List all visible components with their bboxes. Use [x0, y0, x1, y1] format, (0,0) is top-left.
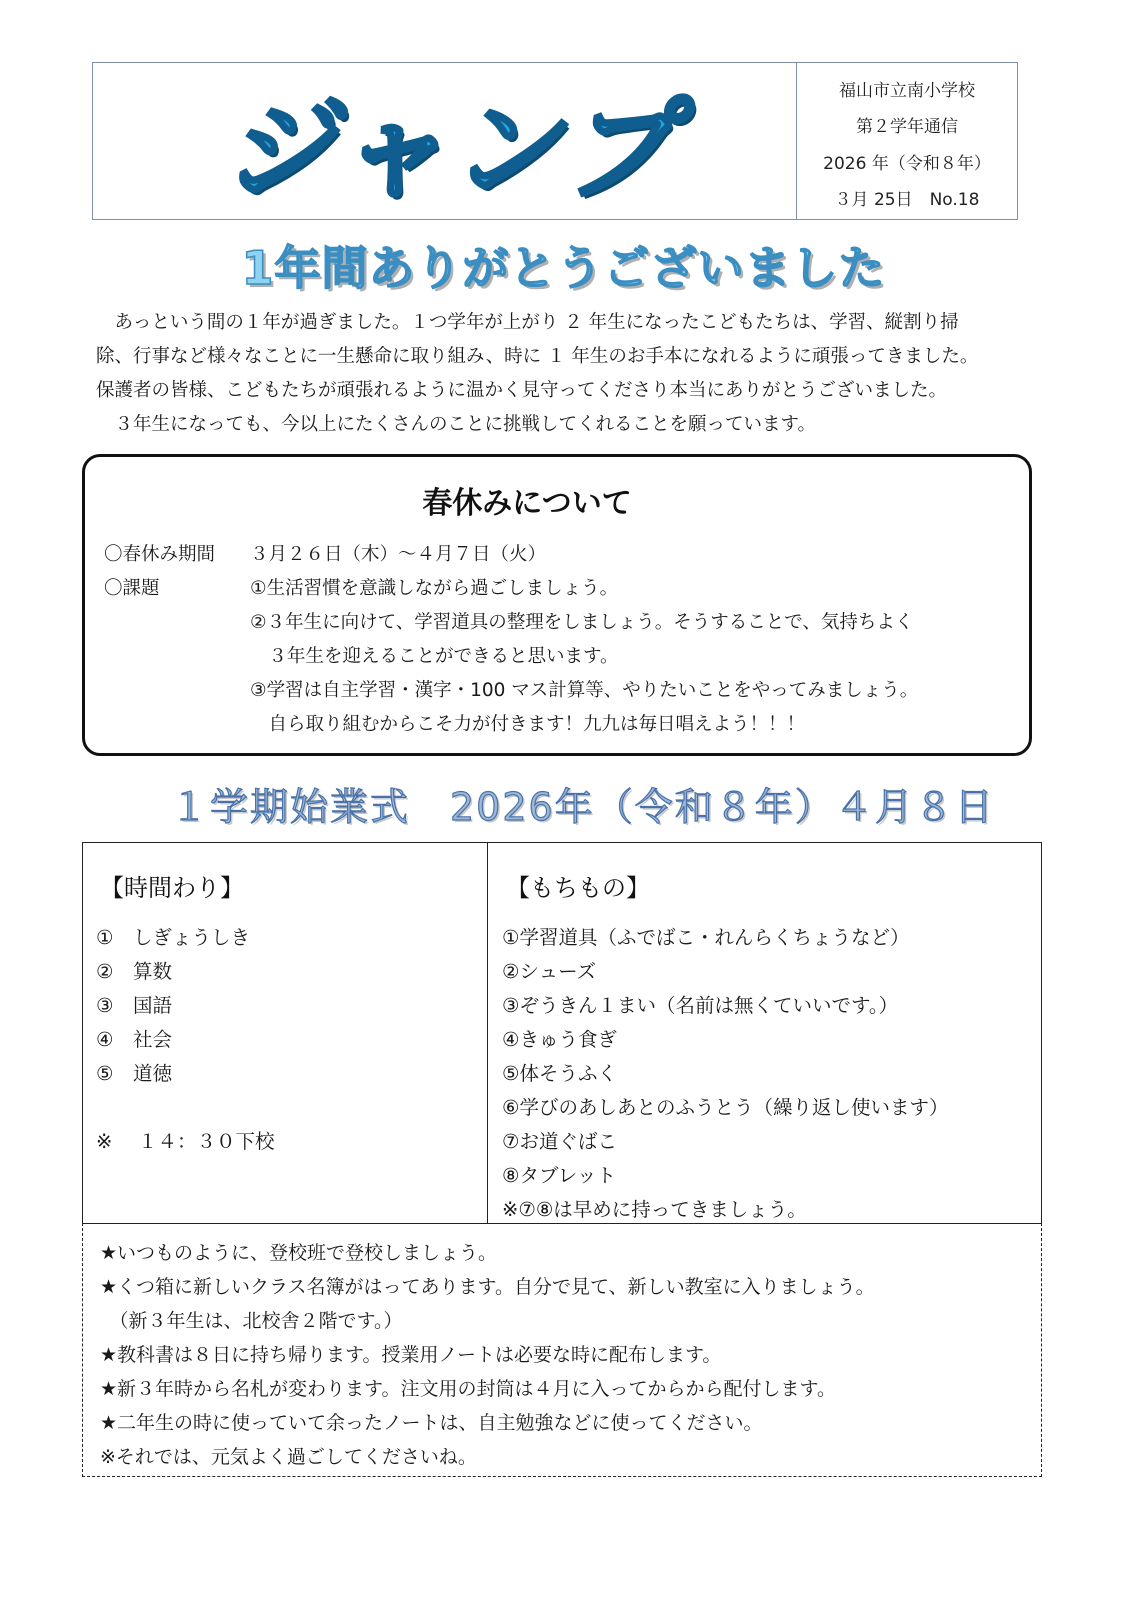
school-name: 福山市立南小学校	[839, 80, 975, 101]
dismissal-time: ※ １４：３０下校	[96, 1130, 275, 1153]
spring-task-label: 〇課題	[104, 578, 160, 599]
note-line: ★いつものように、登校班で登校しましょう。	[100, 1242, 498, 1264]
timetable-heading: 【時間わり】	[100, 874, 244, 902]
intro-line: ３年生になっても、今以上にたくさんのことに挑戦してくれることを願っています。	[96, 414, 817, 435]
intro-line: あっという間の１年が過ぎました。１つ学年が上がり ２ 年生になったこどもたちは、学習、縦割り掃	[96, 312, 959, 333]
belongings-note: ※⑦⑧は早めに持ってきましょう。	[502, 1198, 807, 1221]
belongings-item: ②シューズ	[502, 960, 597, 983]
timetable-item: ⑤ 道徳	[96, 1062, 172, 1085]
timetable-item: ① しぎょうしき	[96, 926, 250, 949]
spring-task: ①生活習慣を意識しながら過ごしましょう。	[250, 578, 619, 599]
intro-line: 除、行事など様々なことに一生懸命に取り組み、時に １ 年生のお手本になれるように頑張ってきました。	[96, 346, 979, 367]
belongings-item: ⑦お道ぐばこ	[502, 1130, 617, 1153]
spring-break-title: 春休みについて	[422, 486, 632, 521]
intro-paragraph	[96, 306, 1036, 442]
belongings-item: ①学習道具（ふでばこ・れんらくちょうなど）	[502, 926, 910, 949]
header-divider	[796, 62, 797, 220]
belongings-heading: 【もちもの】	[506, 874, 650, 902]
note-line: ★新３年時から名札が変わります。注文用の封筒は４月に入ってからから配付します。	[100, 1378, 836, 1400]
page-title: 1年間ありがとうございました	[241, 241, 886, 295]
spring-task: ３年生を迎えることができると思います。	[250, 646, 619, 667]
belongings-item: ④きゅう食ぎ	[502, 1028, 617, 1051]
spring-task: 自ら取り組むからこそ力が付きます！九九は毎日唱えよう！！！	[250, 714, 806, 735]
spring-period-label: 〇春休み期間	[104, 544, 216, 565]
intro-line: 保護者の皆様、こどもたちが頑張れるように温かく見守ってくださり本当にありがとうございました。	[96, 380, 948, 401]
note-line: ★教科書は８日に持ち帰ります。授業用ノートは必要な時に配布します。	[100, 1344, 722, 1366]
newsletter-name: 第２学年通信	[856, 117, 958, 138]
note-line: ★くつ箱に新しいクラス名簿がはってあります。自分で見て、新しい教室に入りましょう。	[100, 1276, 875, 1298]
note-line: ★二年生の時に使っていて余ったノートは、自主勉強などに使ってください。	[100, 1412, 763, 1434]
newsletter-logo: ジャンプ	[223, 86, 677, 214]
belongings-item: ③ぞうきん１まい（名前は無くていいです。）	[502, 994, 899, 1017]
timetable-item: ② 算数	[96, 960, 172, 983]
spring-period-value: ３月２６日（木）～４月７日（火）	[250, 544, 547, 565]
belongings-item: ⑤体そうふく	[502, 1062, 617, 1085]
timetable-item: ④ 社会	[96, 1028, 172, 1051]
schedule-divider	[487, 842, 488, 1224]
timetable-item: ③ 国語	[96, 994, 172, 1017]
belongings-item: ⑧タブレット	[502, 1164, 617, 1187]
note-line: ※それでは、元気よく過ごしてくださいね。	[100, 1446, 477, 1468]
opening-ceremony-heading: １学期始業式 2026年（令和８年）４月８日	[170, 785, 995, 829]
note-line: （新３年生は、北校舎２階です。）	[100, 1310, 403, 1332]
spring-task: ③学習は自主学習・漢字・100 マス計算等、やりたいことをやってみましょう。	[250, 680, 919, 701]
issue-date-number: ３月 25日 No.18	[834, 190, 980, 211]
belongings-item: ⑥学びのあしあとのふうとう（繰り返し使います）	[502, 1096, 949, 1119]
header-info	[800, 70, 1014, 216]
spring-task: ②３年生に向けて、学習道具の整理をしましょう。そうすることで、気持ちよく	[250, 612, 914, 633]
issue-year: 2026 年（令和８年）	[823, 153, 991, 174]
